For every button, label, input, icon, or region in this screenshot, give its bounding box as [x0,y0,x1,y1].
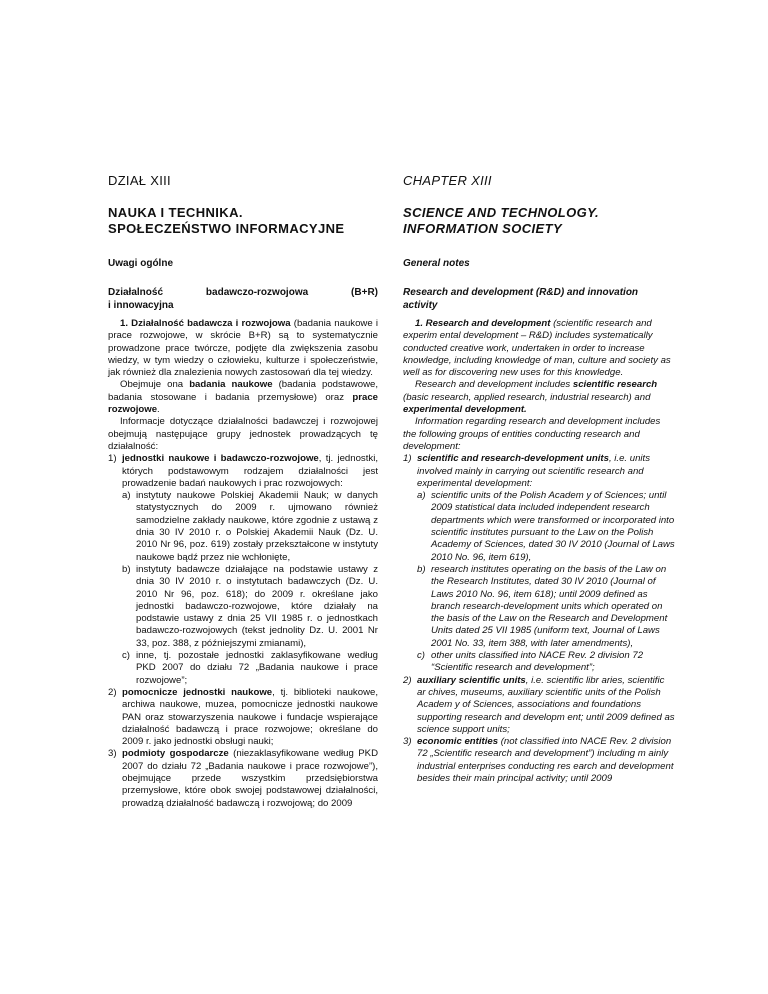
list-item-lead: podmioty gospodarcze [122,748,229,760]
list-item [108,748,378,809]
list-marker: 1) [403,453,412,465]
sub-list-pl [122,490,378,687]
list-item [403,736,675,785]
entity-list-pl [108,453,378,810]
paragraph-2-en-b1: scientific research [572,379,658,391]
sub-list-marker: b) [417,563,426,575]
chapter-title-pl-line2: SPOŁECZEŃSTWO INFORMACYJNE [108,221,345,236]
list-item-text: (not classified into NACE Rev. 2 division 72 „Scientific research and development”) including m ainly industrial enterprises conducting res earch and development besides their main principal activity; until 2009 [417,736,674,784]
paragraph-2-pl-a: Obejmuje ona [120,379,190,391]
list-item [403,453,675,674]
chapter-title-en-line2: INFORMATION SOCIETY [403,221,563,236]
sub-list-text: inne, tj. pozostałe jednostki zaklasyfikowane według PKD 2007 do działu 72 „Badania naukowe i prace rozwojowe”; [136,650,378,686]
list-item [108,453,378,687]
sub-list-text: other units classified into NACE Rev. 2 division 72 “Scientific research and development”; [431,650,644,674]
chapter-title-en-line1: SCIENCE AND TECHNOLOGY. [403,205,600,220]
sub-list-item [417,564,675,650]
list-item-lead: jednostki naukowe i badawczo-rozwojowe [122,453,319,465]
list-item [108,687,378,748]
paragraph-3-en: Information regarding research and development includes the following groups of entities conducting research and development: [403,416,661,452]
list-item-lead: scientific and research-development units [417,453,609,465]
chapter-heading-en: CHAPTER XIII [403,173,492,188]
list-item [403,675,675,736]
paragraph-2-pl-b1: badania naukowe [189,379,273,391]
paragraph-3-pl: Informacje dotyczące działalności badawczej i rozwojowej obejmują następujące grupy jednostek prowadzących tę działalność: [108,416,378,452]
list-marker: 1) [108,453,117,465]
sub-list-text: research institutes operating on the basis of the Law on the Research Institutes, dated 30 IV 2010 (Journal of Laws 2010 No. 96, item 618); until 2009 defined as branch research-development units which operated on the basis of the Law on the Research and Development Units dated 25 VII 1985 (uniform text, Journal of Laws 2001 No. 33, item 388, with later amendments), [431,563,668,649]
chapter-title-pl-line1: NAUKA I TECHNIKA. [108,205,243,220]
paragraph-2-pl-b2: prace rozwojowe [108,391,378,416]
paragraph-1-en-text: (scientific research and experim ental development – R&D) includes systematically conducted creative work, undertaken in order to increase knowledge, including knowledge of man, culture and society as well as for discovering new uses for this knowledge. [403,318,671,379]
list-item-text: (niezaklasyfikowane według PKD 2007 do działu 72 „Badania naukowe i prace rozwojowe”), obejmujące przede wszystkim przedsiębiorstwa przemysłowe, które obok swojej podstawowej działalności, prowadzą działalność badawczą i rozwojową; do 2009 [122,748,378,809]
paragraph-1-pl-text: (badania naukowe i prace rozwojowe, w skrócie B+R) są to systematycznie prowadzone prace twórcze, podjęte dla zwiększenia zasobu wiedzy, w tym wiedzy o człowieku, kulturze i społeczeństwie, jak również dla znalezienia nowych zastosowań dla tej wiedzy. [108,318,378,379]
body-text-en [403,318,675,785]
sub-list-marker: c) [417,650,425,662]
chapter-heading-pl: DZIAŁ XIII [108,173,171,188]
list-marker: 2) [403,674,412,686]
list-item-lead: pomocnicze jednostki naukowe [122,686,273,698]
paragraph-2-en-b2: experimental development. [403,404,527,416]
general-notes-heading-pl: Uwagi ogólne [108,258,173,269]
paragraph-2-pl-c: (badania podstawowe, badania stosowane i badania przemysłowe) oraz [108,379,378,403]
paragraph-2-en-c: (basic research, applied research, industrial research) and [403,391,651,403]
paragraph-2-pl-d: . [157,404,160,416]
sub-list-item [417,490,675,564]
paragraph-1-en [403,318,675,379]
chapter-title-pl [108,205,344,237]
section-heading-pl-d: i innowacyjna [108,300,174,311]
sub-list-marker: b) [122,563,131,575]
sub-list-marker: a) [417,490,426,502]
body-text-pl [108,318,378,810]
chapter-title-en [403,205,599,237]
entity-list-en [403,453,675,785]
section-heading-pl [108,286,378,312]
paragraph-2-en [403,379,675,416]
section-heading-pl-a: Działalność [108,287,164,298]
section-heading-pl-b: badawczo-rozwojowa [205,287,309,298]
sub-list-item [122,490,378,564]
sub-list-text: instytuty naukowe Polskiej Akademii Nauk; w danych statystycznych do 2009 r. ujmowano również samodzielne zakłady naukowe, które zgodnie z ustawą z dnia 30 IV 2010 r. o Polskiej Akademii Nauk (Dz. U. 2010 Nr 96, poz. 619) zostały przekształcone w instytuty naukowe bądź przez nie wchłonięte, [136,490,378,563]
list-marker: 3) [403,736,412,748]
list-item-text: , tj. jednostki, których podstawowym rodzajem działalności jest prowadzenie badań naukowych i prac rozwojowych: [122,453,378,489]
paragraph-1-pl [108,318,378,379]
list-item-lead: economic entities [417,736,499,748]
paragraph-2-en-a: Research and development includes [415,379,573,391]
list-item-text: , tj. biblioteki naukowe, archiwa naukowe, muzea, pomocnicze jednostki naukowe PAN oraz stowarzyszenia naukowe i fundacje wspierające działalność badawczą i prace rozwojowe; określane do 2009 r. jako jednostki obsługi nauki; [122,686,378,748]
list-marker: 2) [108,686,117,698]
sub-list-marker: a) [122,490,131,502]
sub-list-item [122,564,378,650]
section-heading-pl-c: (B+R) [351,287,378,298]
sub-list-marker: c) [122,650,130,662]
sub-list-text: instytuty badawcze działające na podstawie ustawy z dnia 30 IV 2010 r. o instytutach badawczych (Dz. U. 2010 Nr 96, poz. 618); do 2009 r. określane jako jednostki badawczo-rozwojowe, które działały na podstawie ustawy z dnia 25 VII 1985 r. o jednostkach badawczo-rozwojowych (tekst jednolity Dz. U. 2001 Nr 33, poz. 388, z późniejszymi zmianami), [136,563,378,649]
sub-list-en [417,490,675,674]
sub-list-item [417,650,675,675]
section-heading-en: Research and development (R&D) and innovation activity [403,287,639,311]
sub-list-text: scientific units of the Polish Academ y of Sciences; until 2009 statistical data included independent research departments which were transformed or incorporated into scientific institutes pursuant to the Law on the Polish Academy of Sciences, dated 30 IV 2010 (Journal of Laws 2010 No. 96, item 619), [431,490,675,563]
paragraph-2-pl [108,379,378,416]
list-item-text: , i.e. units involved mainly in carrying out scientific research and experimental development: [417,453,650,489]
general-notes-heading-en: General notes [403,258,470,269]
paragraph-1-en-lead: 1. Research and development [415,318,551,329]
paragraph-1-pl-lead: 1. Działalność badawcza i rozwojowa [120,318,291,329]
list-marker: 3) [108,748,117,760]
list-item-lead: auxiliary scientific units [417,674,526,686]
sub-list-item [122,650,378,687]
list-item-text: , i.e. scientific libr aries, scientific ar chives, museums, auxiliary scientific units of the Polish Academ y of Sciences, associations and foundations supporting research and developm ent; until 2009 defined as science support units; [417,674,675,735]
